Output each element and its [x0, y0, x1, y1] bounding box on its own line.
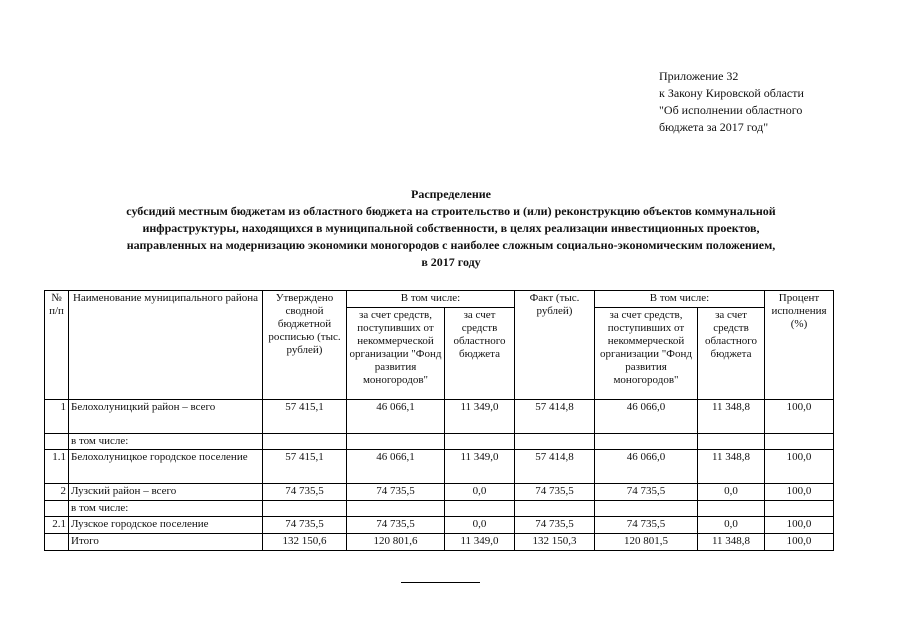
distribution-table	[44, 290, 834, 551]
table-row	[45, 450, 834, 484]
table-row	[45, 400, 834, 434]
appendix-block	[659, 68, 804, 136]
appendix-line: "Об исполнении областного	[659, 103, 803, 117]
document-title	[56, 186, 846, 271]
cell-fact: 57 414,8	[515, 400, 595, 434]
cell-regional: 0,0	[445, 517, 515, 534]
title-line: Распределение	[410, 187, 492, 201]
table-row	[45, 517, 834, 534]
cell-fund: 74 735,5	[347, 517, 445, 534]
cell-regional2: 11 348,8	[698, 534, 765, 551]
header-including-2: В том числе:	[595, 291, 765, 308]
cell-regional2: 0,0	[698, 484, 765, 501]
cell-num	[45, 501, 69, 517]
cell-percent: 100,0	[765, 517, 834, 534]
cell-fund2: 46 066,0	[595, 450, 698, 484]
table-row	[45, 434, 834, 450]
title-line: инфраструктуры, находящихся в муниципальной собственности, в целях реализации инвестиционных проектов,	[142, 221, 760, 235]
cell-regional	[445, 501, 515, 517]
header-approved: Утверждено сводной бюджетной росписью (тыс. рублей)	[263, 291, 347, 400]
cell-fund2: 74 735,5	[595, 484, 698, 501]
cell-regional	[445, 434, 515, 450]
cell-approved: 132 150,6	[263, 534, 347, 551]
table-body	[45, 400, 834, 551]
cell-percent	[765, 501, 834, 517]
cell-name: Белохолуницкий район – всего	[69, 400, 263, 434]
table-row	[45, 501, 834, 517]
table-row	[45, 534, 834, 551]
cell-num: 2	[45, 484, 69, 501]
title-line: направленных на модернизацию экономики моногородов с наиболее сложным социально-экономическим положением,	[126, 238, 776, 252]
cell-fact	[515, 434, 595, 450]
header-regional-fact: за счет средств областного бюджета	[698, 308, 765, 400]
cell-name: Лузский район – всего	[69, 484, 263, 501]
cell-regional2	[698, 434, 765, 450]
cell-fund2: 120 801,5	[595, 534, 698, 551]
cell-fund2: 74 735,5	[595, 517, 698, 534]
cell-regional2: 11 348,8	[698, 400, 765, 434]
cell-percent: 100,0	[765, 534, 834, 551]
cell-name: в том числе:	[69, 434, 263, 450]
table-row	[45, 484, 834, 501]
cell-fund	[347, 501, 445, 517]
cell-regional2: 0,0	[698, 517, 765, 534]
cell-num	[45, 534, 69, 551]
header-fund: за счет средств, поступивших от некоммерческой организации "Фонд развития моногородов"	[347, 308, 445, 400]
cell-approved	[263, 501, 347, 517]
appendix-line: к Закону Кировской области	[659, 86, 804, 100]
cell-fund	[347, 434, 445, 450]
cell-fund: 46 066,1	[347, 450, 445, 484]
cell-percent: 100,0	[765, 450, 834, 484]
cell-percent	[765, 434, 834, 450]
cell-name: Итого	[69, 534, 263, 551]
cell-percent: 100,0	[765, 400, 834, 434]
header-num: № п/п	[45, 291, 69, 400]
header-percent: Процент исполнения (%)	[765, 291, 834, 400]
cell-fact: 74 735,5	[515, 517, 595, 534]
cell-num: 2.1	[45, 517, 69, 534]
cell-percent: 100,0	[765, 484, 834, 501]
header-fund-fact: за счет средств, поступивших от некоммерческой организации "Фонд развития моногородов"	[595, 308, 698, 400]
cell-name: в том числе:	[69, 501, 263, 517]
title-line: в 2017 году	[421, 255, 481, 269]
header-name: Наименование муниципального района	[69, 291, 263, 400]
cell-num	[45, 434, 69, 450]
header-fact: Факт (тыс. рублей)	[515, 291, 595, 400]
title-line: субсидий местным бюджетам из областного бюджета на строительство и (или) реконструкцию объектов коммунальной	[126, 204, 776, 218]
cell-approved: 74 735,5	[263, 484, 347, 501]
footer-divider	[401, 582, 480, 583]
cell-num: 1	[45, 400, 69, 434]
cell-approved: 57 415,1	[263, 450, 347, 484]
cell-fund: 74 735,5	[347, 484, 445, 501]
cell-name: Белохолуницкое городское поселение	[69, 450, 263, 484]
cell-fact: 132 150,3	[515, 534, 595, 551]
cell-regional: 0,0	[445, 484, 515, 501]
cell-regional: 11 349,0	[445, 400, 515, 434]
cell-fund2	[595, 501, 698, 517]
cell-regional2	[698, 501, 765, 517]
cell-fact: 74 735,5	[515, 484, 595, 501]
appendix-line: бюджета за 2017 год"	[659, 120, 769, 134]
cell-fund2	[595, 434, 698, 450]
cell-regional: 11 349,0	[445, 450, 515, 484]
appendix-line: Приложение 32	[659, 69, 739, 83]
cell-approved: 57 415,1	[263, 400, 347, 434]
cell-fact	[515, 501, 595, 517]
header-regional: за счет средств областного бюджета	[445, 308, 515, 400]
cell-fact: 57 414,8	[515, 450, 595, 484]
cell-fund2: 46 066,0	[595, 400, 698, 434]
cell-regional: 11 349,0	[445, 534, 515, 551]
cell-fund: 120 801,6	[347, 534, 445, 551]
cell-approved	[263, 434, 347, 450]
cell-name: Лузское городское поселение	[69, 517, 263, 534]
header-including-1: В том числе:	[347, 291, 515, 308]
cell-fund: 46 066,1	[347, 400, 445, 434]
cell-regional2: 11 348,8	[698, 450, 765, 484]
cell-num: 1.1	[45, 450, 69, 484]
cell-approved: 74 735,5	[263, 517, 347, 534]
